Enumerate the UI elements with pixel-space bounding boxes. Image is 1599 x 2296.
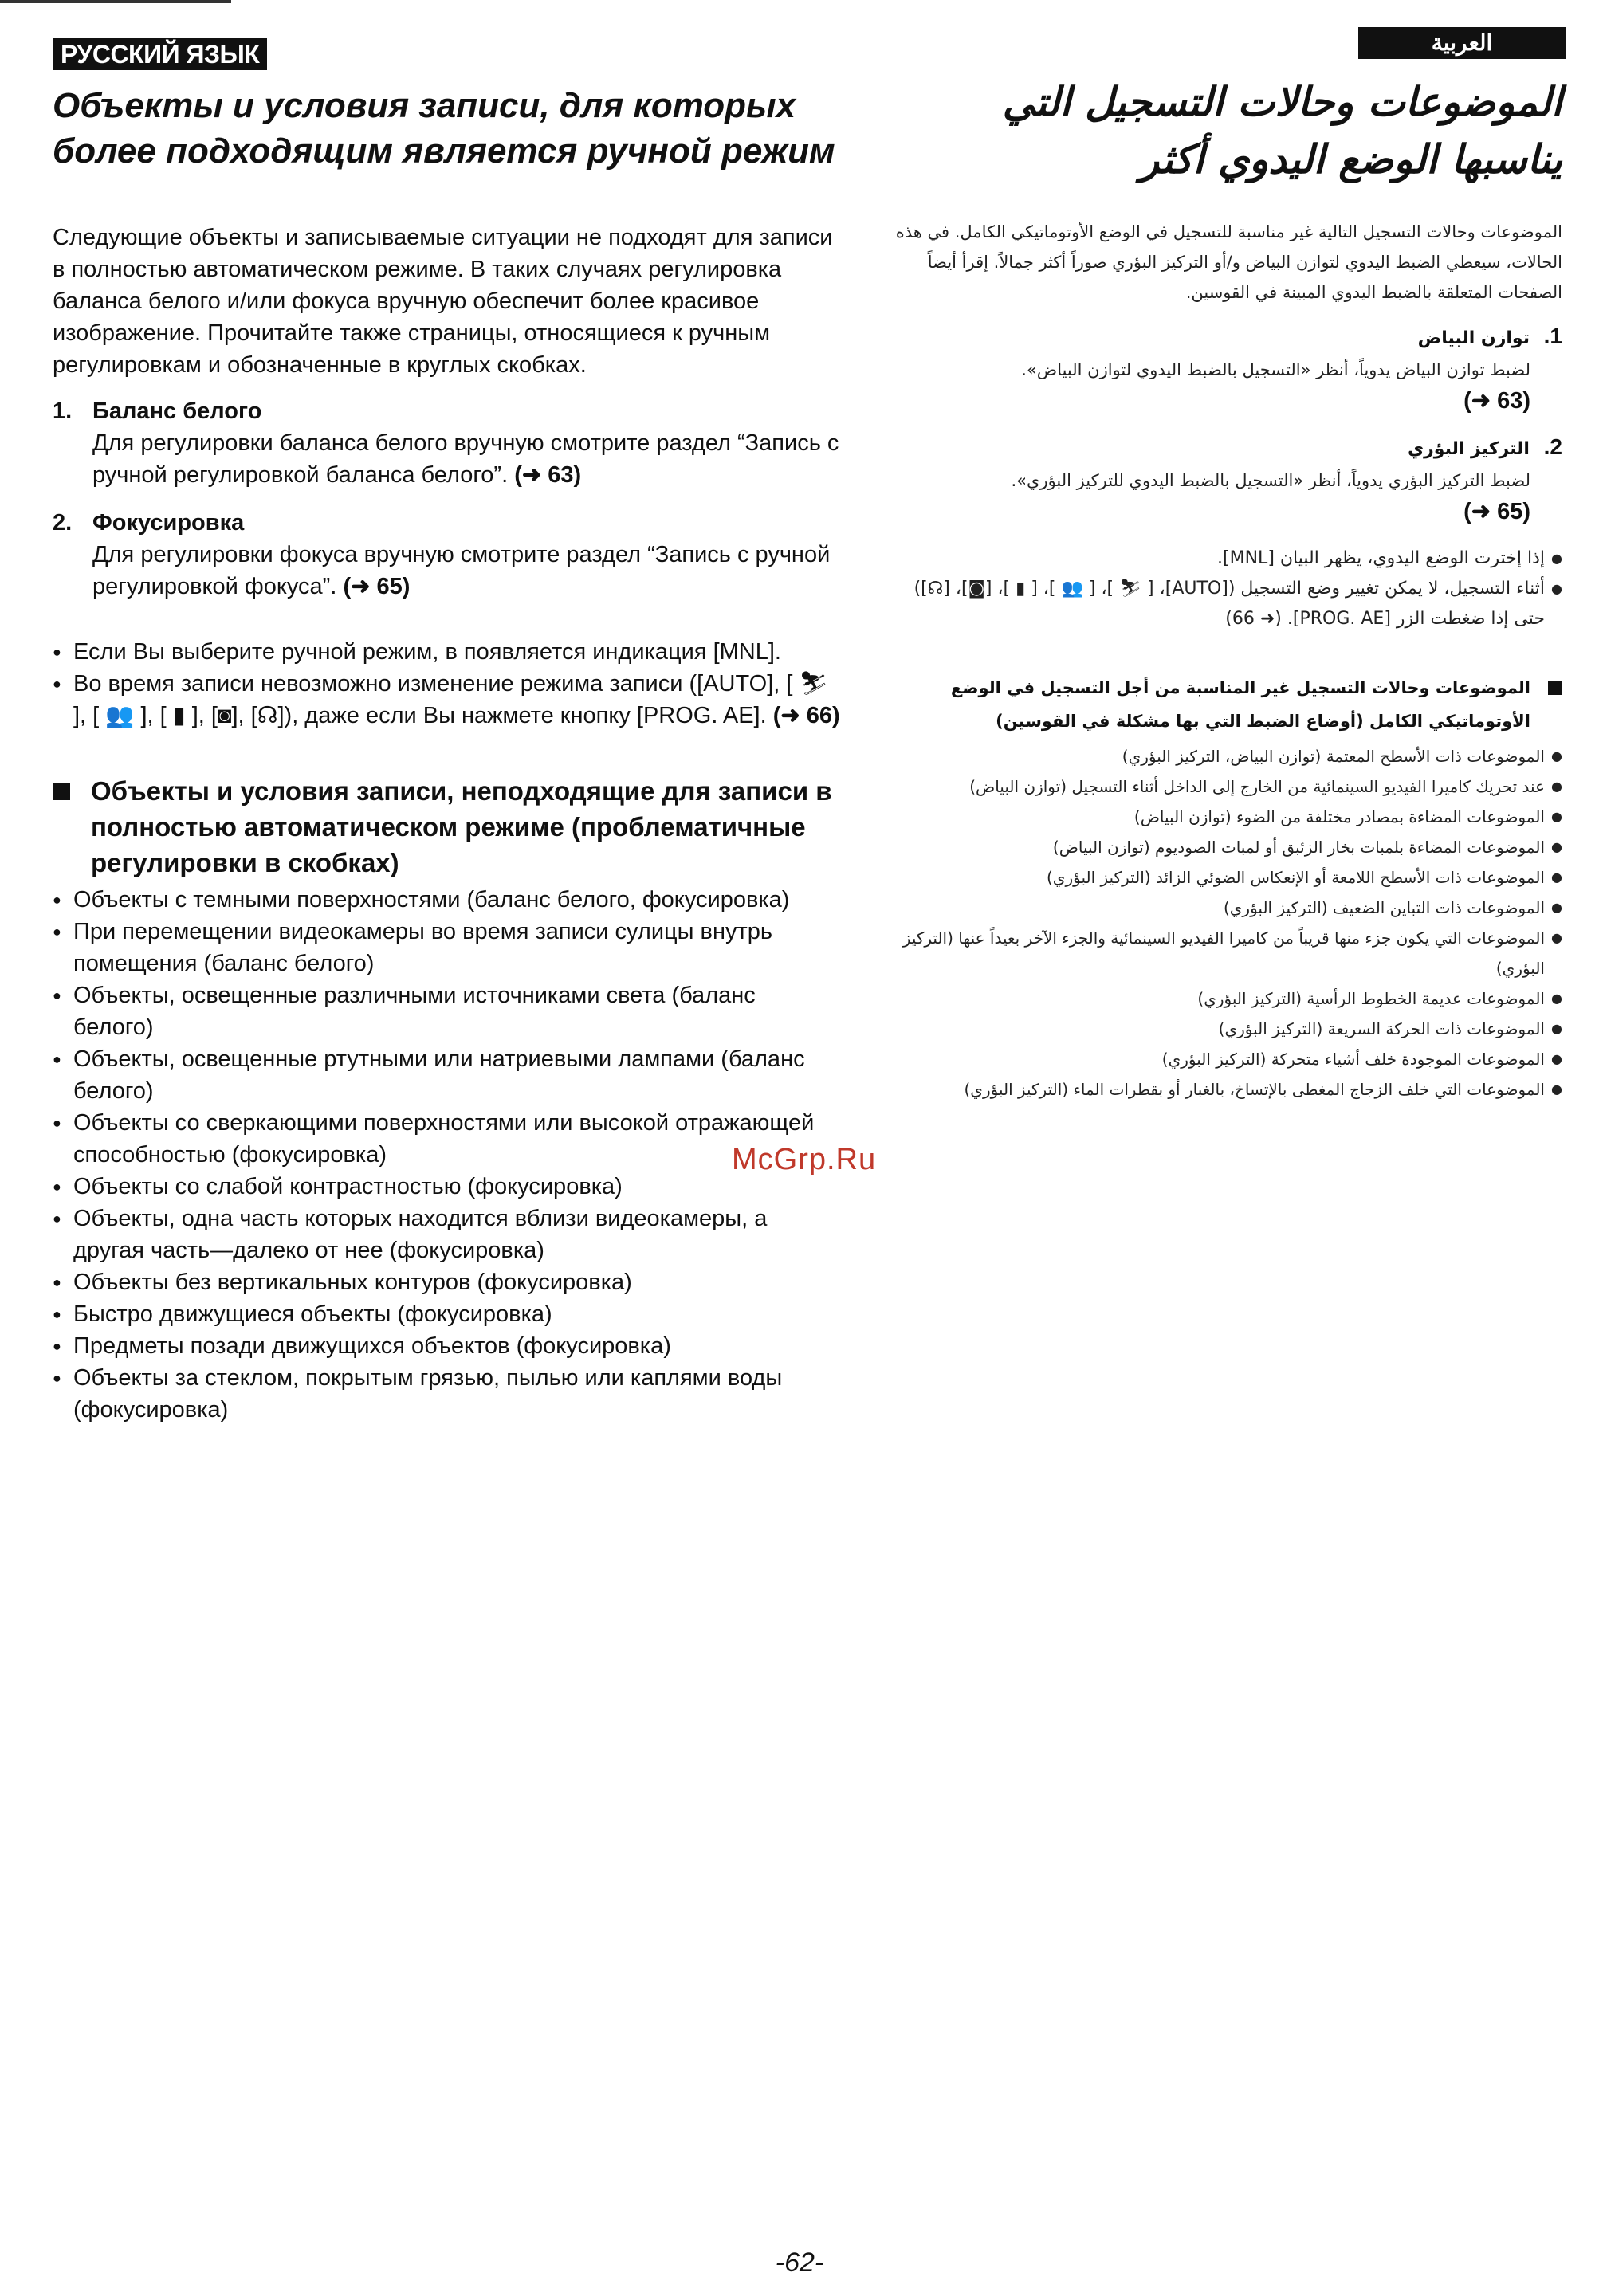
square-bullet-icon [53, 783, 70, 800]
notes-list-arabic [893, 544, 1562, 634]
list-item: ● الموضوعات عديمة الخطوط الرأسية (التركيز البؤري) [893, 983, 1562, 1014]
list-item: ● الموضوعات المضاءة بلمبات بخار الزئبق أو لمبات الصوديوم (توازن البياض) [893, 832, 1562, 862]
numbered-item [53, 395, 842, 491]
list-item: ● Объекты, освещенные ртутными или натриевыми лампами (баланс белого) [53, 1043, 842, 1107]
list-item: ● الموضوعات التي يكون جزء منها قريباً من كاميرا الفيديو السينمائية والجزء الآخر بعيداً عنها (التركيز البؤري) [893, 923, 1562, 983]
list-item: ● При перемещении видеокамеры во время записи сулицы внутрь помещения (баланс белого) [53, 916, 842, 979]
list-item: ● إذا إخترت الوضع اليدوي، يظهر البيان [MNL]. [893, 544, 1562, 574]
list-item: ● الموضوعات ذات الحركة السريعة (التركيز البؤري) [893, 1014, 1562, 1044]
item-text: Для регулировки баланса белого вручную смотрите раздел “Запись с ручной регулировкой баланса белого”. [92, 430, 839, 488]
numbered-item-arabic [893, 431, 1562, 465]
list-item: ● Объекты с темными поверхностями (баланс белого, фокусировка) [53, 884, 842, 916]
list-item: ● Объекты за стеклом, покрытым грязью, пылью или каплями воды (фокусировка) [53, 1362, 842, 1426]
list-item: ● عند تحريك كاميرا الفيديو السينمائية من الخارج إلى الداخل أثناء التسجيل (توازن البياض) [893, 771, 1562, 802]
page-reference: (➜ 66) [772, 703, 840, 728]
list-item: ● الموضوعات التي خلف الزجاج المغطى بالإتساخ، بالغبار أو بقطرات الماء (التركيز البؤري) [893, 1074, 1562, 1105]
russian-column [53, 83, 842, 1426]
list-item: ● أثناء التسجيل، لا يمكن تغيير وضع التسجيل ([AUTO]، [ ⛷ ]، [ 👥 ]، [ ▮ ]، [◙]، [☊]) حتى إذا ضغطت الزر [PROG. AE]. (➜ 66) [893, 574, 1562, 634]
page-reference: (➜ 63) [514, 462, 582, 488]
page-title-arabic: الموضوعات وحالات التسجيل التي يناسبها الوضع اليدوي أكثر [1002, 79, 1562, 183]
item-number: 1. [1543, 324, 1562, 348]
page-number: -62- [775, 2247, 824, 2278]
list-item: ● الموضوعات ذات التباين الضعيف (التركيز البؤري) [893, 893, 1562, 923]
list-item: ● Объекты без вертикальных контуров (фокусировка) [53, 1266, 842, 1298]
numbered-item-arabic [893, 320, 1562, 355]
section-heading: Объекты и условия записи, неподходящие для записи в полностью автоматическом режиме (проблематичные регулировки в скобках) [53, 773, 842, 881]
item-heading: التركيز البؤري [1407, 439, 1530, 459]
arabic-column [893, 73, 1562, 1105]
item-text: لضبط توازن البياض يدوياً، أنظر «التسجيل بالضبط اليدوي لتوازن البياض». [1021, 360, 1530, 379]
intro-paragraph-arabic: الموضوعات وحالات التسجيل التالية غير مناسبة للتسجيل في الوضع الأوتوماتيكي الكامل. في هذه الحالات، سيعطي الضبط اليدوي لتوازن البياض و/أو التركيز البؤري صوراً أكثر جمالاً. إقرأ أيضاً الصفحات المتعلقة بالضبط اليدوي المبينة في القوسين. [895, 222, 1562, 302]
page-reference: (➜ 65) [343, 574, 411, 599]
list-item: ● Быстро движущиеся объекты (фокусировка) [53, 1298, 842, 1330]
list-item: ● الموضوعات المضاءة بمصادر مختلفة من الضوء (توازن البياض) [893, 802, 1562, 832]
section-heading-arabic: الموضوعات وحالات التسجيل غير المناسبة من أجل التسجيل في الوضع الأوتوماتيكي الكامل (أوضاع الضبط التي بها مشكلة في القوسين) [893, 671, 1562, 738]
list-item: ● Объекты, одна часть которых находится вблизи видеокамеры, а другая часть—далеко от нее (фокусировка) [53, 1203, 842, 1266]
item-heading: توازن البياض [1417, 328, 1530, 348]
notes-list [53, 636, 842, 732]
item-heading: Баланс белого [92, 398, 262, 424]
list-item: ● Предметы позади движущихся объектов (фокусировка) [53, 1330, 842, 1362]
page-reference: (➜ 63) [1463, 388, 1530, 414]
square-bullet-icon [1548, 681, 1562, 695]
item-number: 2. [1543, 434, 1562, 459]
conditions-list [53, 884, 842, 1426]
language-badge-arabic: العربية [1358, 27, 1566, 59]
item-text: Для регулировки фокуса вручную смотрите раздел “Запись с ручной регулировкой фокуса”. [92, 542, 831, 599]
watermark: McGrp.Ru [732, 1143, 877, 1176]
language-badge-russian: РУССКИЙ ЯЗЫК [53, 38, 267, 70]
list-item: ● الموضوعات الموجودة خلف أشياء متحركة (التركيز البؤري) [893, 1044, 1562, 1074]
list-item: ● Во время записи невозможно изменение режима записи ([AUTO], [ ⛷ ], [ 👥 ], [ ▮ ], [◙], [☊]), даже если Вы нажмете кнопку [PROG. AE]. (➜ 66) [53, 668, 842, 732]
list-item: ● Объекты со сверкающими поверхностями или высокой отражающей способностью (фокусировка) [53, 1107, 842, 1171]
page-title: Объекты и условия записи, для которых более подходящим является ручной режим [53, 86, 835, 171]
page-reference: (➜ 65) [1463, 499, 1530, 524]
list-item: ● Если Вы выберите ручной режим, в появляется индикация [MNL]. [53, 636, 842, 668]
numbered-item [53, 507, 842, 602]
top-rule [0, 0, 231, 3]
list-item: ● الموضوعات ذات الأسطح المعتمة (توازن البياض، التركيز البؤري) [893, 741, 1562, 771]
item-text: لضبط التركيز البؤري يدوياً، أنظر «التسجيل بالضبط اليدوي للتركيز البؤري». [1011, 471, 1530, 490]
list-item: ● الموضوعات ذات الأسطح اللامعة أو الإنعكاس الضوئي الزائد (التركيز البؤري) [893, 862, 1562, 893]
item-number: 2. [53, 510, 73, 536]
conditions-list-arabic [893, 741, 1562, 1105]
item-number: 1. [53, 398, 73, 424]
item-heading: Фокусировка [92, 510, 245, 536]
intro-paragraph: Следующие объекты и записываемые ситуации не подходят для записи в полностью автоматическом режиме. В таких случаях регулировка баланса белого и/или фокуса вручную обеспечит более красивое изображение. Прочитайте также страницы, относящиеся к ручным регулировкам и обозначенные в круглых скобках. [53, 225, 833, 378]
list-item: ● Объекты со слабой контрастностью (фокусировка) [53, 1171, 842, 1203]
list-item: ● Объекты, освещенные различными источниками света (баланс белого) [53, 979, 842, 1043]
